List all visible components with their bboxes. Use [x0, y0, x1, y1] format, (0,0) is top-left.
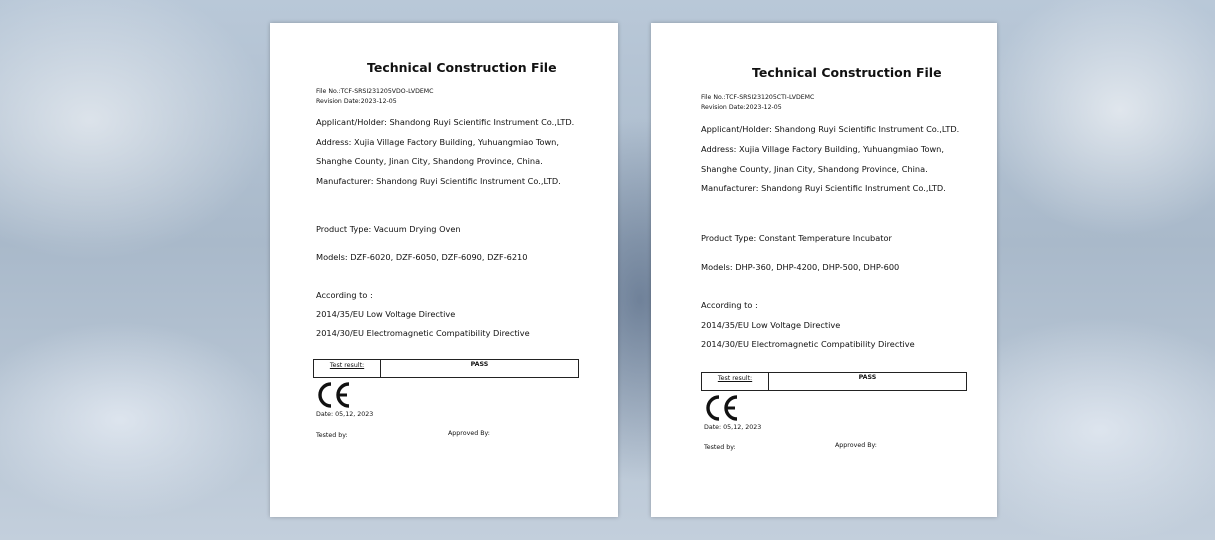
manufacturer: Manufacturer: Shandong Ruyi Scientific Instrument Co.,LTD.: [701, 183, 946, 193]
file-number: File No.:TCF-SRSI231205VDO-LVDEMC: [316, 88, 434, 95]
tested-by: Tested by:: [316, 432, 348, 439]
document-vacuum-drying-oven: [270, 23, 618, 517]
manufacturer: Manufacturer: Shandong Ruyi Scientific Instrument Co.,LTD.: [316, 176, 561, 186]
directive-emc: 2014/30/EU Electromagnetic Compatibility Directive: [701, 339, 915, 349]
ce-mark-icon: [704, 394, 740, 422]
models: Models: DZF-6020, DZF-6050, DZF-6090, DZF-6210: [316, 252, 528, 262]
test-result-label: Test result:: [702, 373, 769, 390]
test-result-label: Test result:: [314, 360, 381, 377]
document-date: Date: 05,12, 2023: [316, 411, 374, 418]
product-type: Product Type: Constant Temperature Incubator: [701, 233, 892, 243]
file-number: File No.:TCF-SRSI231205CTI-LVDEMC: [701, 94, 815, 101]
address-line-1: Address: Xujia Village Factory Building, Yuhuangmiao Town,: [316, 137, 559, 147]
revision-date: Revision Date:2023-12-05: [701, 104, 782, 111]
directive-low-voltage: 2014/35/EU Low Voltage Directive: [316, 309, 456, 319]
product-type: Product Type: Vacuum Drying Oven: [316, 224, 461, 234]
approved-by: Approved By:: [448, 430, 490, 437]
address-line-1: Address: Xujia Village Factory Building, Yuhuangmiao Town,: [701, 144, 944, 154]
test-result-value: PASS: [858, 374, 877, 381]
approved-by: Approved By:: [835, 442, 877, 449]
according-to: According to :: [316, 290, 373, 300]
applicant-holder: Applicant/Holder: Shandong Ruyi Scientific Instrument Co.,LTD.: [701, 124, 960, 134]
test-result-box: [313, 359, 579, 378]
according-to: According to :: [701, 300, 758, 310]
models: Models: DHP-360, DHP-4200, DHP-500, DHP-600: [701, 262, 900, 272]
ce-mark-icon: [316, 381, 352, 409]
document-title: Technical Construction File: [367, 60, 557, 75]
address-line-2: Shanghe County, Jinan City, Shandong Province, China.: [701, 164, 928, 174]
directive-low-voltage: 2014/35/EU Low Voltage Directive: [701, 320, 841, 330]
document-constant-temperature-incubator: [651, 23, 997, 517]
document-date: Date: 05,12, 2023: [704, 424, 762, 431]
directive-emc: 2014/30/EU Electromagnetic Compatibility Directive: [316, 328, 530, 338]
revision-date: Revision Date:2023-12-05: [316, 98, 397, 105]
address-line-2: Shanghe County, Jinan City, Shandong Province, China.: [316, 156, 543, 166]
test-result-box: [701, 372, 967, 391]
applicant-holder: Applicant/Holder: Shandong Ruyi Scientific Instrument Co.,LTD.: [316, 117, 575, 127]
tested-by: Tested by:: [704, 444, 736, 451]
document-title: Technical Construction File: [752, 65, 942, 80]
test-result-value: PASS: [470, 361, 489, 368]
